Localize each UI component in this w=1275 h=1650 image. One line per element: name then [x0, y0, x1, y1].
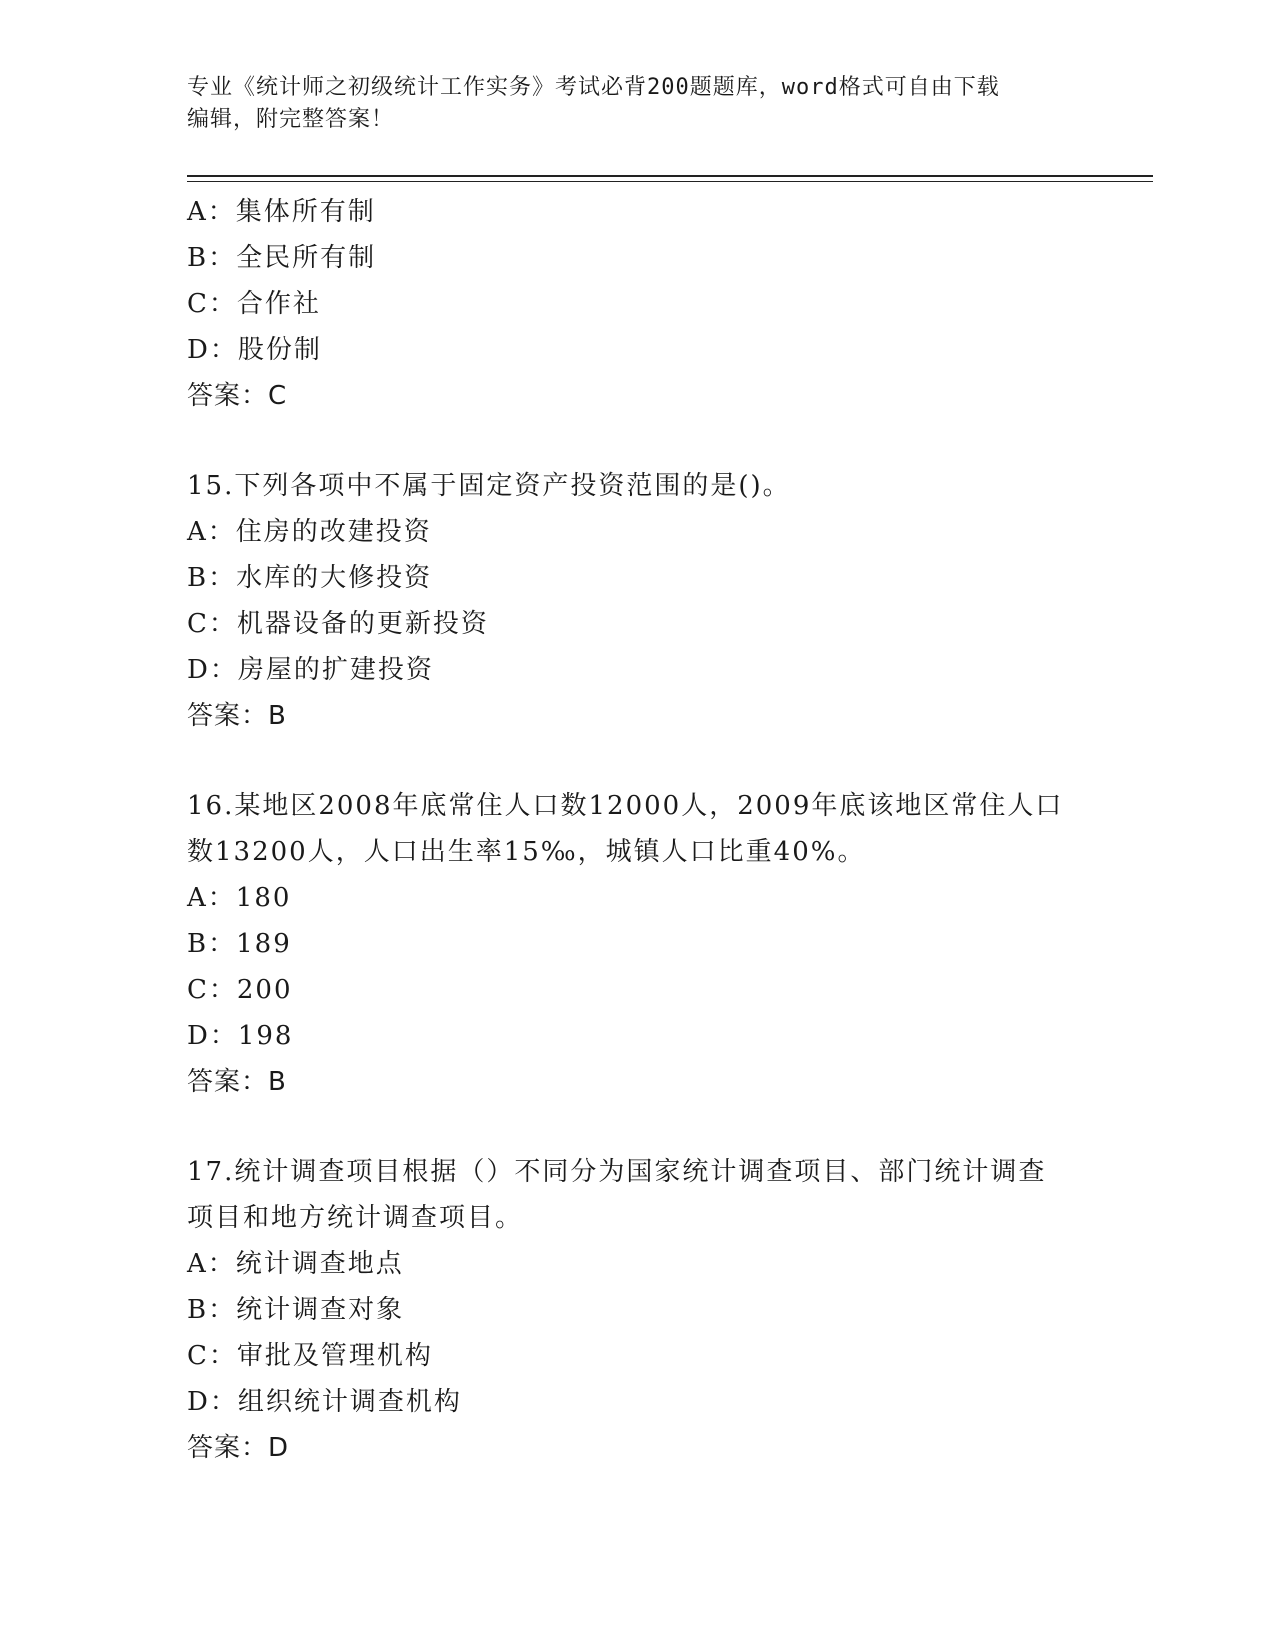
- answer-label: 答案：D: [187, 1433, 290, 1463]
- option-c: C：合作社: [187, 289, 321, 319]
- answer-label: 答案：C: [187, 381, 288, 411]
- question-15: [187, 463, 1087, 739]
- question-stem-line-2: 数13200人，人口出生率15‰，城镇人口比重40%。: [187, 837, 866, 867]
- question-list: [187, 189, 1087, 1471]
- option-d: D：198: [187, 1021, 294, 1051]
- question-14: [187, 189, 1087, 419]
- option-b: B：统计调查对象: [187, 1295, 405, 1325]
- option-b: B：全民所有制: [187, 243, 377, 273]
- option-b: B：189: [187, 929, 292, 959]
- question-17: [187, 1149, 1087, 1471]
- option-d: D：股份制: [187, 335, 322, 365]
- question-16: [187, 783, 1087, 1105]
- option-a: A：180: [187, 883, 292, 913]
- header-divider-thin: [187, 181, 1153, 182]
- option-d: D：组织统计调查机构: [187, 1387, 462, 1417]
- question-stem-line-2: 项目和地方统计调查项目。: [187, 1203, 524, 1233]
- option-c: C：审批及管理机构: [187, 1341, 433, 1371]
- question-stem: 15.下列各项中不属于固定资产投资范围的是()。: [187, 471, 791, 501]
- option-a: A：住房的改建投资: [187, 517, 432, 547]
- header-title-line-2: 编辑，附完整答案！: [187, 107, 395, 132]
- question-stem-line-1: 17.统计调查项目根据（）不同分为国家统计调查项目、部门统计调查: [187, 1157, 1047, 1187]
- option-b: B：水库的大修投资: [187, 563, 433, 593]
- document-header: [187, 72, 1087, 136]
- answer-label: 答案：B: [187, 1067, 287, 1097]
- option-a: A：集体所有制: [187, 197, 376, 227]
- option-c: C：200: [187, 975, 293, 1005]
- header-divider-thick: [187, 175, 1153, 177]
- answer-label: 答案：B: [187, 701, 287, 731]
- option-d: D：房屋的扩建投资: [187, 655, 434, 685]
- option-a: A：统计调查地点: [187, 1249, 404, 1279]
- question-stem-line-1: 16.某地区2008年底常住人口数12000人，2009年底该地区常住人口: [187, 791, 1064, 821]
- header-title-line-1: 专业《统计师之初级统计工作实务》考试必背200题题库，word格式可自由下载: [187, 75, 1000, 100]
- option-c: C：机器设备的更新投资: [187, 609, 489, 639]
